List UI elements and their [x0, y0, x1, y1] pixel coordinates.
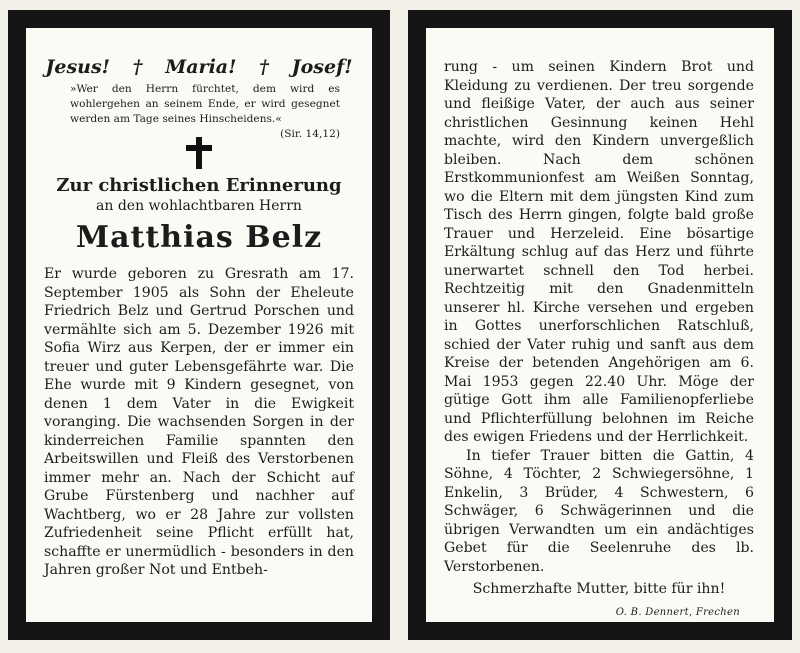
bible-quote — [70, 82, 340, 140]
invocation-jesus: Jesus! — [45, 56, 111, 78]
small-cross-icon: † — [132, 56, 143, 78]
right-page-frame — [408, 10, 792, 640]
quote-text: »Wer den Herrn fürchtet, dem wird es wohlergehen an seinem Ende, er wird gesegnet werden am Tage seines Hinscheidens.« — [70, 83, 340, 125]
quote-source: (Sir. 14,12) — [280, 128, 340, 140]
cross-icon — [186, 137, 212, 169]
closing-prayer: Schmerzhafte Mutter, bitte für ihn! — [472, 581, 726, 597]
deceased-name: Matthias Belz — [75, 220, 323, 255]
right-page — [426, 28, 774, 622]
biography-continued: rung - um seinen Kindern Brot und Kleidung zu verdienen. Der treu sorgende und fleißige Vater, der auch aus seiner christlichen Gesinnung keinen Hehl machte, wird den Kindern unvergeßlich bleiben. Nach dem schönen Erstkommunionfest am Weißen Sonntag, wo die Eltern mit dem jüngsten Kind zum Tisch des Herrn gingen, folgte bald große Trauer und Herzeleid. Eine bösartige Erkältung schlug auf das Herz und führte unerwartet schnell den Tod herbei. Rechtzeitig mit den Gnadenmitteln unserer hl. Kirche versehen und ergeben in Gottes unerforschlichen Ratschluß, schied der Vater ruhig und sanft aus dem Kreise der betenden Angehörigen am 6. Mai 1953 gegen 22.40 Uhr. Möge der gütige Gott ihm alle Familienopferliebe und Pflichterfüllung belohnen im Reiche des ewigen Friedens und der Herrlichkeit. — [444, 59, 754, 445]
invocation-maria: Maria! — [165, 56, 237, 78]
mourners-text: In tiefer Trauer bitten die Gattin, 4 Söhne, 4 Töchter, 2 Schwiegersöhne, 1 Enkelin, 3 Brüder, 4 Schwestern, 6 Schwäger, 6 Schwägerinnen und die übrigen Verwandten um ein andächtiges Gebet für die Seelenruhe des lb. Verstorbenen. — [444, 447, 754, 575]
invocation-josef: Josef! — [291, 56, 353, 78]
left-page — [26, 28, 372, 622]
invocation-line — [44, 56, 354, 78]
memorial-intro: Zur christlichen Erinnerung — [56, 175, 342, 196]
printer-credit: O. B. Dennert, Frechen — [615, 606, 740, 618]
small-cross-icon: † — [259, 56, 270, 78]
biography-text: Er wurde geboren zu Gresrath am 17. September 1905 als Sohn der Eheleute Friedrich Belz und Gertrud Porschen und vermählte sich am 5. Dezember 1926 mit Sofia Wirz aus Kerpen, der er immer ein treuer und guter Lebensgefährte war. Die Ehe wurde mit 9 Kindern gesegnet, von denen 1 dem Vater in die Ewigkeit voranging. Die wachsenden Sorgen in der kinderreichen Familie spannten den Arbeitswillen und Fleiß des Verstorbenen immer mehr an. Nach der Schicht auf Grube Fürstenberg und nachher auf Wachtberg, wo er 28 Jahre zur vollsten Zufriedenheit seine Pflicht erfüllt hat, schaffte er unermüdlich - besonders in den Jahren großer Not und Entbeh- — [44, 266, 354, 578]
left-page-frame — [8, 10, 390, 640]
memorial-subtitle: an den wohlachtbaren Herrn — [96, 198, 302, 214]
